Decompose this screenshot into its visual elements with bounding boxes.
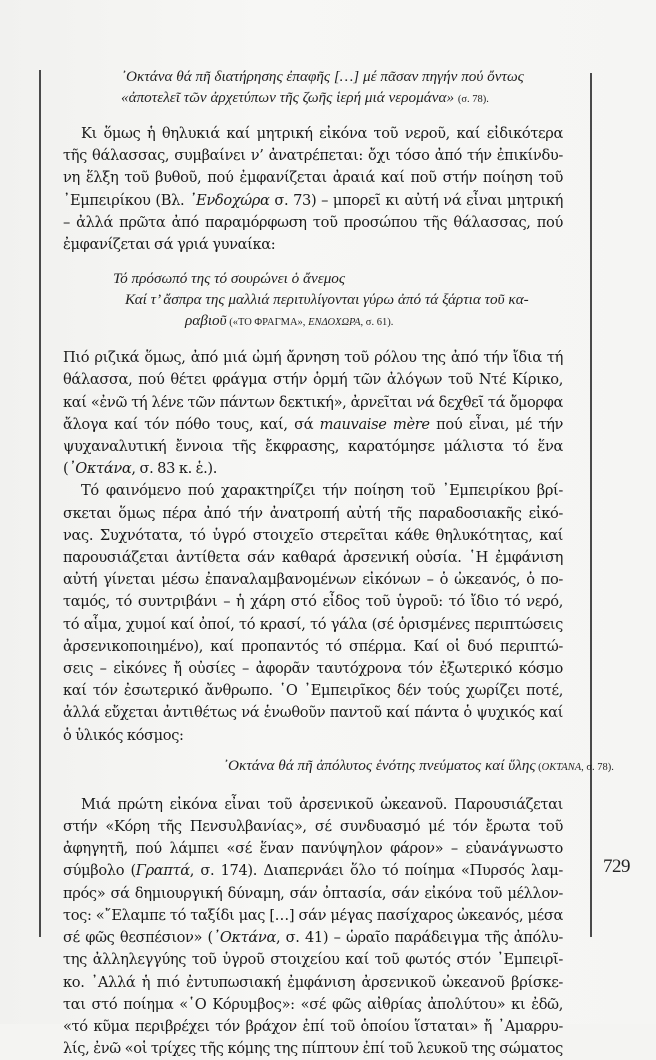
text-line: Μιά πρώτη εἰκόνα εἶναι τοῦ ἀρσενικοῦ ὠκεανοῦ. Παρουσιάζεται <box>81 795 563 813</box>
text-segment: πού εἶναι, μέ τήν <box>429 415 563 433</box>
paragraph-3 <box>63 480 563 746</box>
text-line <box>63 927 563 949</box>
paragraph-1 <box>63 123 563 256</box>
text-line: ἀλλά εὔχεται ἀντιθέτως νά ἑνωθοῦν παντοῦ καί πάντα ὁ ψυχικός καί <box>63 704 563 722</box>
quote-line: Καί τ’ ἄσπρα της μαλλιά περιτυλίγονται γύρω ἀπό τά ξάρτια τοῦ κα- <box>125 291 529 309</box>
italic-phrase: mauvaise mère <box>319 415 430 433</box>
quote-line <box>121 87 563 110</box>
italic-title: ᾿Ενδοχώρα <box>189 191 270 209</box>
paragraph-4 <box>63 794 563 1060</box>
text-segment: σέ φῶς θεσπέσιον» ( <box>63 929 213 947</box>
text-segment: ( <box>63 460 69 478</box>
text-line: τῆς θάλασσας, συμβαίνει ν’ ἀνατρέπεται: ὄχι τόσο ἀπό τήν ἐπικίνδυ- <box>63 147 563 165</box>
text-line <box>63 414 563 436</box>
text-line <box>63 190 563 212</box>
text-line: παρουσιάζεται ἀντίθετα σάν καθαρά ἀρσενική οὐσία. ῾Η ἐμφάνιση <box>63 549 563 567</box>
text-segment: ᾿Εμπειρίκου (Βλ. <box>63 191 190 209</box>
text-line: ψυχαναλυτική ἔννοια τῆς ἔκφρασης, καρατόμησε μάλιστα τό ἕνα <box>63 438 563 456</box>
text-line: νας. Συχνότατα, τό ὑγρό στοιχεῖο στερεῖται κάθε θηλυκότητας, καί <box>63 526 563 544</box>
page-number: 729 <box>603 856 630 877</box>
block-quote-oktana-1 <box>121 66 563 110</box>
italic-title: ᾿Οκτάνα <box>68 460 132 478</box>
text-line: «τό κῦμα περιβρέχει τόν βράχον ἐπί τοῦ ὁποίου ἵσταται» ἤ ᾿Αμαρρυ- <box>63 1017 563 1035</box>
text-segment: , σ. 83 κ. ἑ.). <box>131 460 218 478</box>
quote-line <box>223 755 614 778</box>
text-line: θάλασσα, πού θέτει φράγμα στήν ὁρμή τῶν ἀλόγων τοῦ Ντέ Κίρικο, <box>63 371 563 389</box>
text-line: Τό φαινόμενο πού χαρακτηρίζει τήν ποίηση τοῦ ᾿Εμπειρίκου βρί- <box>81 482 563 500</box>
quote-line <box>113 310 563 333</box>
quote-text: ραβιοῦ <box>185 312 227 330</box>
block-quote-fragma <box>113 268 563 333</box>
quote-text: ᾿Οκτάνα θά πῆ ἀπόλυτος ἑνότης πνεύματος καί ὕλης <box>223 756 536 774</box>
citation-text: , σ. 61). <box>360 317 394 329</box>
text-line <box>63 458 563 480</box>
text-line: σεις – εἰκόνες ἤ οὐσίες – ἀφορᾶν ταυτόχρονα τόν ἐξωτερικό κόσμο <box>63 660 563 678</box>
text-line: Πιό ριζικά ὅμως, ἀπό μιά ὠμή ἄρνηση τοῦ ρόλου της ἀπό τήν ἴδια τή <box>63 349 563 367</box>
text-line: καί τόν ἐσωτερικό ἄνθρωπο. ῾Ο ᾿Εμπειρῖκος δέν τούς χωρίζει ποτέ, <box>63 682 563 700</box>
text-line: στήν «Κόρη τῆς Πενσυλβανίας», σέ συνδυασμό μέ τόν ἔρωτα τοῦ <box>63 818 563 836</box>
text-line: αὐτή γίνεται μέσω ἐπαναλαμβανομένων εἰκόνων – ὁ ὠκεανός, ὁ πο- <box>63 571 563 589</box>
text-line: – ἀλλά πρῶτα ἀπό παραμόρφωση τοῦ προσώπου τῆς θάλασσας, πού <box>63 213 563 231</box>
italic-title: Γραπτά <box>135 862 190 880</box>
text-line: Κι ὅμως ἡ θηλυκιά καί μητρική εἰκόνα τοῦ νεροῦ, καί εἰδικότερα <box>81 125 563 142</box>
block-quote-oktana-2 <box>223 755 614 778</box>
italic-title: ᾿Οκτάνα <box>212 929 276 947</box>
quote-text: «ἀποτελεῖ τῶν ἀρχετύπων τῆς ζωῆς ἱερή μιά νερομάνα» <box>121 89 455 106</box>
text-line: ταμός, τό συντριβάνι – ἡ χάρη στό εἶδος τοῦ ὑγροῦ: τό ἴδιο τό νερό, <box>63 593 563 611</box>
text-segment: σύμβολο ( <box>63 862 136 880</box>
text-line: λίς, ἐνῶ «οἱ τρίχες τῆς κόμης της πίπτουν ἐπί τοῦ λευκοῦ της σώματος <box>63 1040 563 1058</box>
text-line: ὁ ὑλικός κόσμος: <box>63 726 184 744</box>
quote-citation: (σ. 78). <box>457 94 489 105</box>
citation-title: ΕΝΔΟΧΩΡΑ <box>308 317 361 329</box>
text-line: τος: «῎Ελαμπε τό ταξίδι μας […] σάν μέγας πασίχαρος ὠκεανός, μέσα <box>63 906 563 924</box>
text-line: πρός» σά δημιουργική δύναμη, σάν ὀπτασία, σάν εἰκόνα τοῦ μέλλον- <box>63 884 563 902</box>
text-segment: , σ. 41) – ὡραῖο παράδειγμα τῆς ἀπόλυ- <box>275 929 563 947</box>
text-line: ται στό ποίημα «῾Ο Κόρυμβος»: «σέ φῶς αἰθρίας ἀπολύτου» κι ἐδῶ, <box>63 995 563 1013</box>
text-line: της ἀλληλεγγύης τοῦ ὑγροῦ στοιχείου καί τοῦ φωτός στόν ᾿Εμπειρῖ- <box>63 951 563 969</box>
paragraph-2 <box>63 347 563 480</box>
text-line: ἀρσενικοποιημένο), καί προπαντός τό σπέρμα. Καί οἱ δυό περιπτώ- <box>63 637 563 655</box>
text-line: κο. ᾿Αλλά ἡ πιό ἐντυπωσιακή ἐμφάνιση ἀρσενικοῦ ὠκεανοῦ βρίσκε- <box>63 973 563 991</box>
text-line: ἀφηγητῆ, πού λάμπει «σέ ἕναν πανύψηλον φάρον» – εὐανάγνωστο <box>63 840 563 858</box>
text-line: ἐμφανίζεται σά γριά γυναίκα: <box>63 236 276 254</box>
text-line: σκεται ὅμως πέρα ἀπό τήν ἀνατροπή αὐτή τῆς παραδοσιακῆς εἰκό- <box>63 504 563 522</box>
right-margin-rule <box>590 73 592 937</box>
text-line <box>63 860 563 882</box>
quote-citation <box>536 762 614 773</box>
citation-text: («ΤΟ ΦΡΑΓΜΑ», <box>226 317 309 329</box>
quote-line: Τό πρόσωπό της τό σουρώνει ὁ ἄνεμος <box>113 270 346 288</box>
left-margin-rule <box>39 70 41 937</box>
text-segment: ἄλογα καί τόν πόθο τους, καί, σά <box>63 415 320 433</box>
text-line: νη ἕλξη τοῦ βυθοῦ, πού ἐμφανίζεται ἀραιά καί ποῦ στήν ποίηση τοῦ <box>63 169 563 187</box>
text-segment: σ. 73) – μπορεῖ κι αὐτή νά εἶναι μητρική <box>269 191 563 209</box>
text-segment: , σ. 174). Διαπερνάει ὅλο τό ποίημα «Πυρσός λαμ- <box>189 862 563 880</box>
quote-line: ᾿Οκτάνα θά πῆ διατήρησης ἐπαφῆς […] μέ πᾶσαν πηγήν πού ὄντως <box>121 68 524 85</box>
citation-text: ( <box>535 761 542 773</box>
text-line: τό αἷμα, χυμοί καί ὀποί, τό κρασί, τό γάλα (σέ ὁρισμένες περιπτώσεις <box>63 615 563 633</box>
text-column <box>63 66 614 1060</box>
citation-title: ΟΚΤΑΝΑ <box>541 761 582 773</box>
quote-citation <box>227 317 394 328</box>
citation-text: , σ. 78). <box>581 761 614 773</box>
text-line: καί «ἐνῶ τή λένε τῶν πάντων δεκτική», ἀρνεῖται νά δεχθεῖ τά ὄμορφα <box>63 393 563 411</box>
